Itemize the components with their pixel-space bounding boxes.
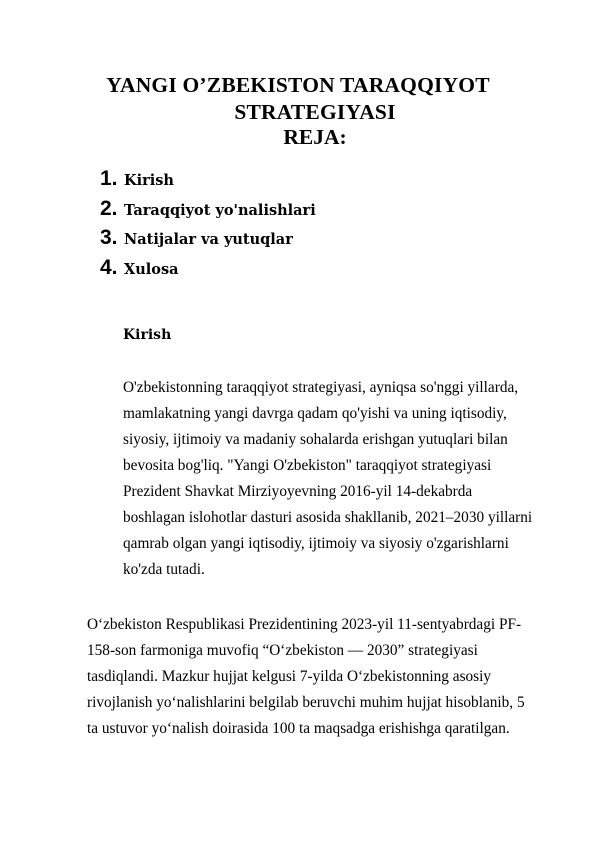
paragraph-line: bevosita bog'liq. "Yangi O'zbekiston" taraqqiyot strategiyasi [123, 457, 492, 474]
paragraph-line: ta ustuvor yo‘nalish doirasida 100 ta maqsadga erishishga qaratilgan. [87, 720, 510, 737]
plan-heading: REJA: [283, 125, 347, 149]
title-line: YANGI O’ZBEKISTON TARAQQIYOT [106, 73, 490, 98]
plan-item [100, 197, 316, 227]
paragraph-line: Prezident Shavkat Mirziyoyevning 2016-yil 14-dekabrda [123, 483, 473, 500]
paragraph-line: tasdiqlandi. Mazkur hujjat kelgusi 7-yilda O‘zbekistonning asosiy [87, 668, 492, 685]
paragraph-line: boshlagan islohotlar dasturi asosida shakllanib, 2021–2030 yillarni [123, 509, 533, 526]
paragraph-line: ko'zda tutadi. [123, 561, 205, 578]
plan-item-number: 4. [100, 255, 118, 279]
document-title [0, 72, 596, 126]
section-heading: Kirish [123, 327, 172, 343]
plan-item-number: 1. [100, 167, 118, 190]
body-paragraph [87, 612, 557, 742]
paragraph-line: 158-son farmoniga muvofiq “O‘zbekiston — 2030” strategiyasi [87, 642, 478, 659]
plan-item-number: 3. [100, 226, 118, 249]
plan-item-label: Taraqqiyot yo'nalishlari [124, 201, 316, 219]
paragraph-line: mamlakatning yangi davrga qadam qo'yishi va uning iqtisodiy, [123, 405, 507, 422]
plan-item-label: Xulosa [124, 260, 179, 278]
plan-item [100, 167, 316, 197]
paragraph-line: qamrab olgan yangi iqtisodiy, ijtimoiy va siyosiy o'zgarishlarni [123, 535, 509, 552]
plan-item-label: Natijalar va yutuqlar [124, 231, 293, 248]
plan-item-number: 2. [100, 196, 118, 220]
plan-item-label: Kirish [124, 172, 174, 189]
paragraph-line: rivojlanish yo‘nalishlarini belgilab beruvchi muhim hujjat hisoblanib, 5 [87, 694, 525, 711]
plan-list [100, 167, 316, 285]
paragraph-line: O‘zbekiston Respublikasi Prezidentining 2023-yil 11-sentyabrdagi PF- [87, 616, 522, 633]
paragraph-line: siyosiy, ijtimoiy va madaniy sohalarda erishgan yutuqlari bilan [123, 431, 508, 448]
intro-paragraph [123, 375, 563, 583]
paragraph-line: O'zbekistonning taraqqiyot strategiyasi, ayniqsa so'nggi yillarda, [123, 379, 519, 396]
title-line: STRATEGIYASI [234, 100, 396, 125]
plan-item [100, 256, 316, 286]
plan-item [100, 226, 316, 256]
